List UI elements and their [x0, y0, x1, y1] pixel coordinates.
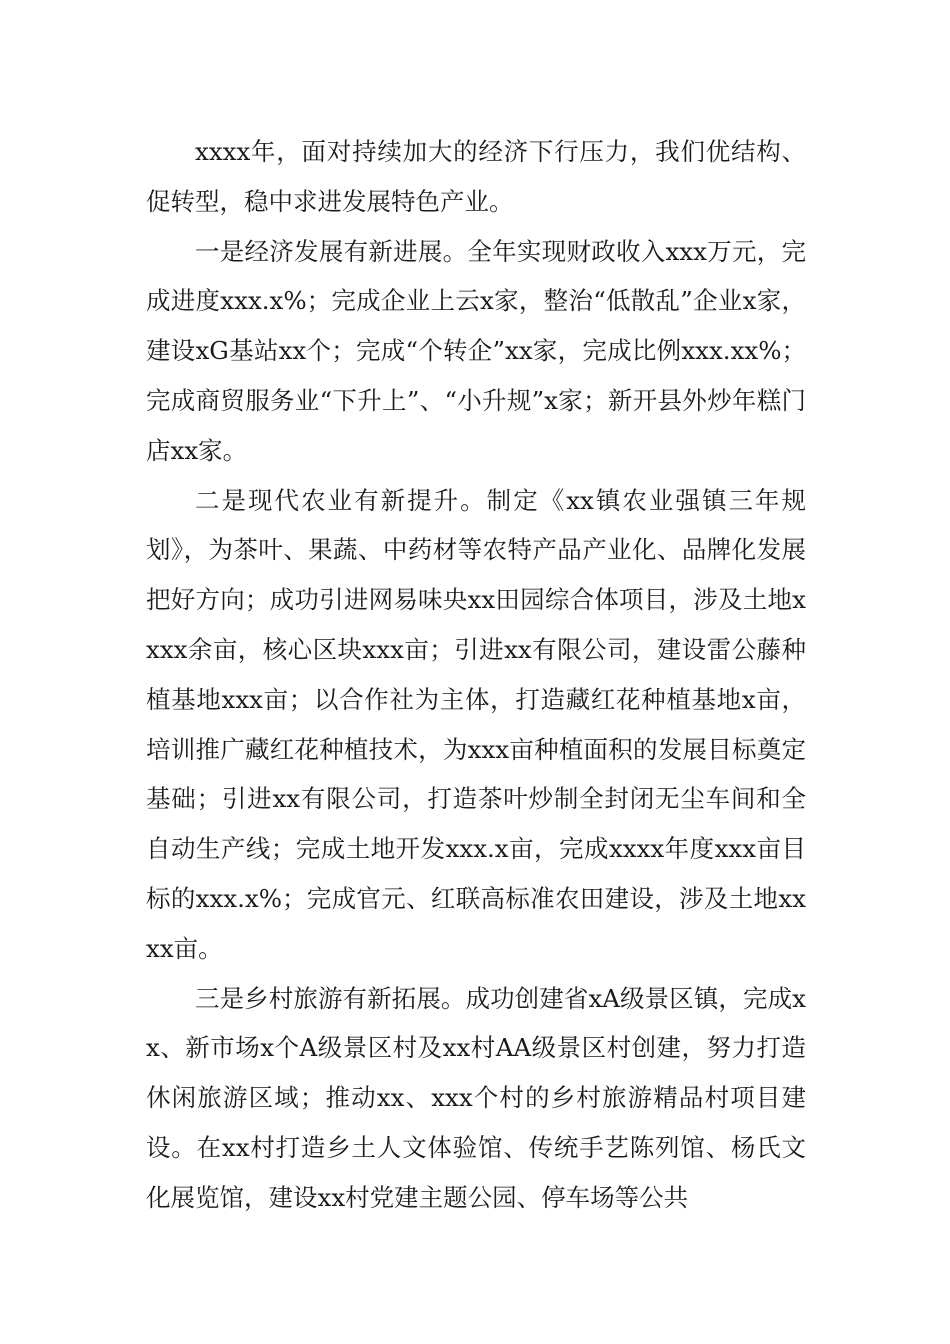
paragraph-intro: xxxx年，面对持续加大的经济下行压力，我们优结构、促转型，稳中求进发展特色产业。 [146, 137, 806, 216]
document-body [146, 127, 806, 1223]
paragraph-economy: 一是经济发展有新进展。全年实现财政收入xxx万元，完成进度xxx.x%；完成企业上云x家，整治“低散乱”企业x家，建设xG基站xx个；完成“个转企”xx家，完成比例xxx.xx%；完成商贸服务业“下升上”、“小升规”x家；新开县外炒年糕门店xx家。 [146, 236, 806, 465]
paragraph-agriculture: 二是现代农业有新提升。制定《xx镇农业强镇三年规划》，为茶叶、果蔬、中药材等农特产品产业化、品牌化发展把好方向；成功引进网易味央xx田园综合体项目，涉及土地xxxx余亩，核心区块xxx亩；引进xx有限公司，建设雷公藤种植基地xxx亩；以合作社为主体，打造藏红花种植基地x亩，培训推广藏红花种植技术，为xxx亩种植面积的发展目标奠定基础；引进xx有限公司，打造茶叶炒制全封闭无尘车间和全自动生产线；完成土地开发xxx.x亩，完成xxxx年度xxx亩目标的xxx.x%；完成官元、红联高标准农田建设，涉及土地xxxx亩。 [146, 485, 806, 963]
paragraph-tourism: 三是乡村旅游有新拓展。成功创建省xA级景区镇，完成xx、新市场x个A级景区村及xx村AA级景区村创建，努力打造休闲旅游区域；推动xx、xxx个村的乡村旅游精品村项目建设。在xx村打造乡土人文体验馆、传统手艺陈列馆、杨氏文化展览馆，建设xx村党建主题公园、停车场等公共 [146, 983, 806, 1212]
